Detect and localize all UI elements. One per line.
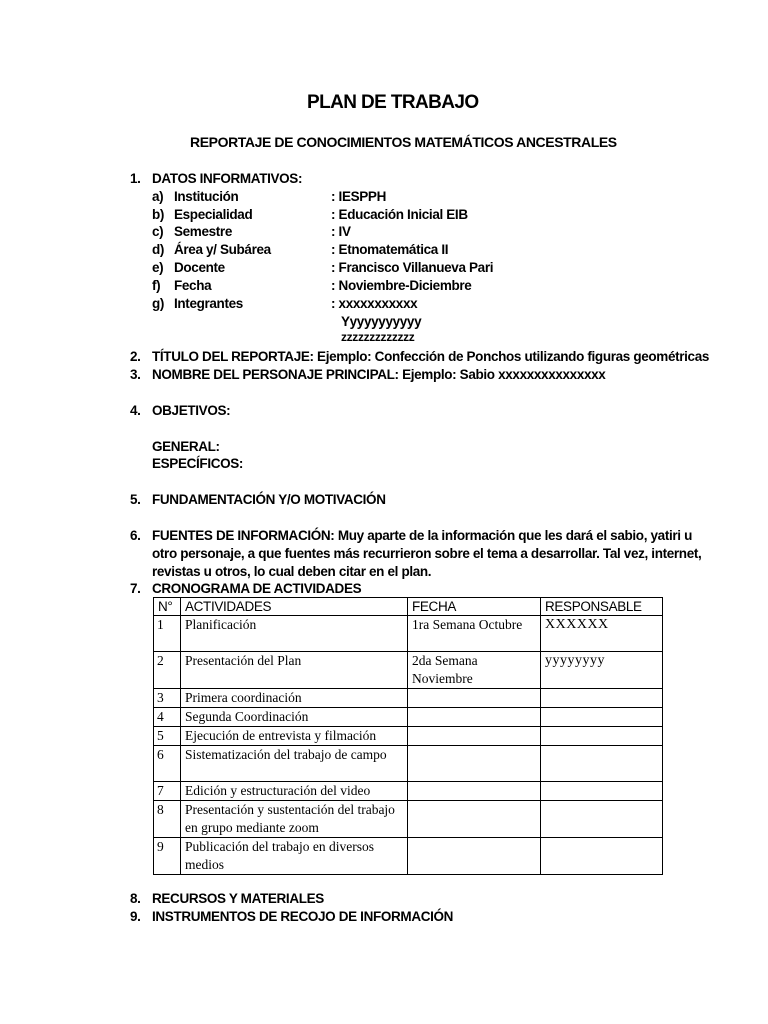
item-value: : xxxxxxxxxxx xyxy=(331,296,418,311)
item-letter: e) xyxy=(152,260,164,275)
item-value: : Educación Inicial EIB xyxy=(331,207,468,222)
table-row xyxy=(154,746,663,782)
table-row xyxy=(154,727,663,746)
cell-responsible: XXXXXX xyxy=(541,616,663,652)
cell-date xyxy=(408,746,541,782)
cronograma-table xyxy=(153,597,663,875)
cell-responsible xyxy=(541,708,663,727)
section-4-number: 4. xyxy=(130,403,141,418)
item-label: Integrantes xyxy=(174,296,243,311)
section-6-line: otro personaje, a que fuentes más recurrieron sobre el tema a desarrollar. Tal vez, internet, xyxy=(152,546,702,561)
objetivo-general: GENERAL: xyxy=(152,439,220,454)
table-header-row xyxy=(154,598,663,616)
cell-responsible xyxy=(541,801,663,838)
cell-date: 1ra Semana Octubre xyxy=(408,616,541,652)
cell-date xyxy=(408,708,541,727)
section-7-number: 7. xyxy=(130,581,141,596)
item-letter: d) xyxy=(152,242,165,257)
section-5-number: 5. xyxy=(130,492,141,507)
cell-responsible xyxy=(541,689,663,708)
section-3-number: 3. xyxy=(130,367,141,382)
cell-activity: Presentación del Plan xyxy=(181,652,408,689)
member-name: zzzzzzzzzzzzz xyxy=(341,330,415,344)
section-9-number: 9. xyxy=(130,909,141,924)
cell-activity: Sistematización del trabajo de campo xyxy=(181,746,408,782)
item-label: Semestre xyxy=(174,224,232,239)
item-value: : Francisco Villanueva Pari xyxy=(331,260,494,275)
cell-responsible: yyyyyyyy xyxy=(541,652,663,689)
cell-responsible xyxy=(541,838,663,875)
item-value: : IESPPH xyxy=(331,189,386,204)
item-letter: c) xyxy=(152,224,164,239)
cell-number: 3 xyxy=(154,689,181,708)
cell-date xyxy=(408,801,541,838)
cell-number: 9 xyxy=(154,838,181,875)
section-9-heading: INSTRUMENTOS DE RECOJO DE INFORMACIÓN xyxy=(152,909,454,924)
cell-number: 8 xyxy=(154,801,181,838)
cell-number: 2 xyxy=(154,652,181,689)
item-letter: f) xyxy=(152,278,161,293)
item-label: Institución xyxy=(174,189,239,204)
section-6-line: FUENTES DE INFORMACIÓN: Muy aparte de la información que les dará el sabio, yatiri u xyxy=(152,528,692,543)
column-header: FECHA xyxy=(408,598,541,616)
column-header: N° xyxy=(154,598,181,616)
section-1-number: 1. xyxy=(130,171,141,186)
cell-activity: Planificación xyxy=(181,616,408,652)
section-1-heading: DATOS INFORMATIVOS: xyxy=(152,171,303,186)
item-label: Fecha xyxy=(174,278,212,293)
section-6-line: revistas u otros, lo cual deben citar en el plan. xyxy=(152,564,432,579)
cell-number: 5 xyxy=(154,727,181,746)
member-name: Yyyyyyyyyyy xyxy=(341,314,422,329)
cell-activity: Presentación y sustentación del trabajo en grupo mediante zoom xyxy=(181,801,408,838)
column-header: RESPONSABLE xyxy=(541,598,663,616)
table-row xyxy=(154,801,663,838)
cell-number: 1 xyxy=(154,616,181,652)
item-letter: a) xyxy=(152,189,164,204)
cell-responsible xyxy=(541,782,663,801)
item-value: : Etnomatemática II xyxy=(331,242,449,257)
table-row xyxy=(154,708,663,727)
cell-number: 4 xyxy=(154,708,181,727)
section-8-heading: RECURSOS Y MATERIALES xyxy=(152,891,324,906)
item-label: Especialidad xyxy=(174,207,253,222)
cell-number: 6 xyxy=(154,746,181,782)
cell-date xyxy=(408,838,541,875)
table-row xyxy=(154,689,663,708)
section-6-number: 6. xyxy=(130,528,141,543)
cell-responsible xyxy=(541,746,663,782)
section-8-number: 8. xyxy=(130,891,141,906)
table-row xyxy=(154,838,663,875)
cell-activity: Segunda Coordinación xyxy=(181,708,408,727)
section-2-text: TÍTULO DEL REPORTAJE: Ejemplo: Confección de Ponchos utilizando figuras geométricas xyxy=(152,349,710,364)
document-title: PLAN DE TRABAJO xyxy=(307,92,479,113)
objetivos-especificos: ESPECÍFICOS: xyxy=(152,456,244,471)
table-row xyxy=(154,616,663,652)
cell-responsible xyxy=(541,727,663,746)
item-label: Docente xyxy=(174,260,225,275)
item-value: : Noviembre-Diciembre xyxy=(331,278,472,293)
section-4-heading: OBJETIVOS: xyxy=(152,403,231,418)
cell-activity: Ejecución de entrevista y filmación xyxy=(181,727,408,746)
cell-date xyxy=(408,727,541,746)
cell-activity: Edición y estructuración del video xyxy=(181,782,408,801)
section-3-text: NOMBRE DEL PERSONAJE PRINCIPAL: Ejemplo: Sabio xxxxxxxxxxxxxxx xyxy=(152,367,606,382)
item-label: Área y/ Subárea xyxy=(174,242,271,257)
table-row xyxy=(154,652,663,689)
item-letter: g) xyxy=(152,296,165,311)
section-5-heading: FUNDAMENTACIÓN Y/O MOTIVACIÓN xyxy=(152,492,386,507)
cell-date: 2da Semana Noviembre xyxy=(408,652,541,689)
cell-date xyxy=(408,689,541,708)
document-subtitle: REPORTAJE DE CONOCIMIENTOS MATEMÁTICOS ANCESTRALES xyxy=(190,134,617,150)
cell-number: 7 xyxy=(154,782,181,801)
cell-activity: Primera coordinación xyxy=(181,689,408,708)
item-letter: b) xyxy=(152,207,165,222)
cell-date xyxy=(408,782,541,801)
column-header: ACTIVIDADES xyxy=(181,598,408,616)
cell-activity: Publicación del trabajo en diversos medios xyxy=(181,838,408,875)
table-row xyxy=(154,782,663,801)
item-value: : IV xyxy=(331,224,351,239)
section-7-heading: CRONOGRAMA DE ACTIVIDADES xyxy=(152,581,362,596)
section-2-number: 2. xyxy=(130,349,141,364)
